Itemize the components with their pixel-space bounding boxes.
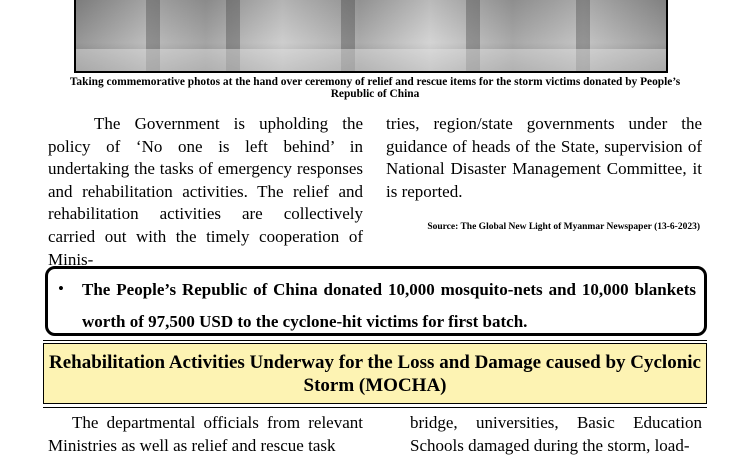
section-heading-line-2: Storm (MOCHA) xyxy=(303,375,447,396)
article-left-column: The Government is upholding the policy of ‘No one is left behind’ in undertaking the tasks of emergency responses and rehabilitation activities. The relief and rehabilitation activities are collectively carried out with the timely cooperation of Minis- xyxy=(48,114,363,269)
section-left-column: The departmental officials from relevant Ministries as well as relief and rescue task xyxy=(48,413,363,455)
divider xyxy=(43,407,707,408)
bullet-icon: • xyxy=(58,279,64,298)
article-right-column: tries, region/state governments under the guidance of heads of the State, supervision of National Disaster Management Committee, it is reported. xyxy=(386,114,702,201)
highlight-box xyxy=(45,266,707,336)
ceremony-photo xyxy=(74,0,668,73)
section-right-column: bridge, universities, Basic Education Schools damaged during the storm, load- xyxy=(410,413,702,455)
highlight-text: The People’s Republic of China donated 10,000 mosquito-nets and 10,000 blankets worth of 97,500 USD to the cyclone-hit victims for first batch. xyxy=(82,280,696,331)
photo-floor xyxy=(76,49,666,71)
section-heading xyxy=(43,343,707,404)
article-source: Source: The Global New Light of Myanmar Newspaper (13-6-2023) xyxy=(427,222,700,232)
divider xyxy=(43,340,707,341)
section-heading-line-1: Rehabilitation Activities Underway for the Loss and Damage caused by Cyclonic xyxy=(49,352,701,373)
photo-caption: Taking commemorative photos at the hand over ceremony of relief and rescue items for the storm victims donated by People’s Republic of China xyxy=(69,76,681,100)
